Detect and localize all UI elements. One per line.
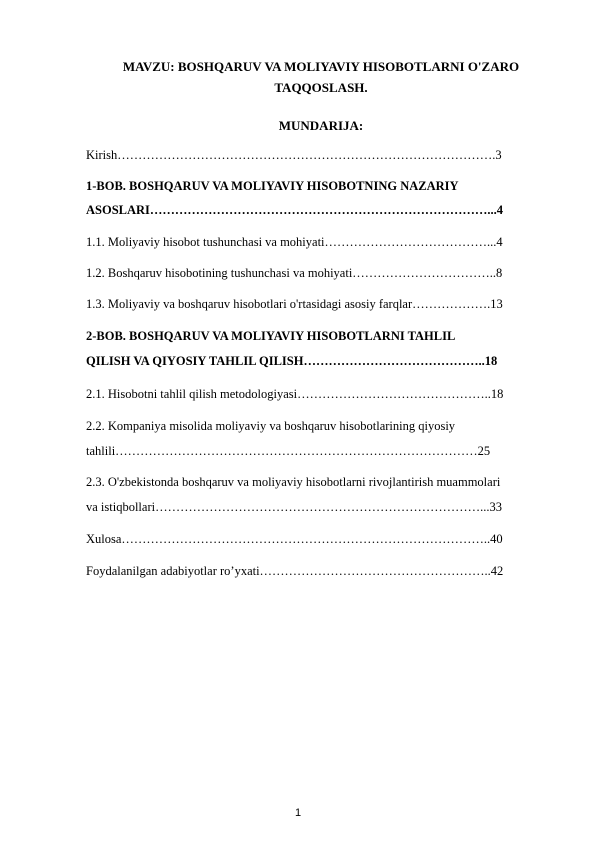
toc-entry-conclusion: Xulosa……………………………………………………………………………..40 (86, 532, 503, 546)
contents-heading: MUNDARIJA: (278, 118, 364, 133)
toc-entry-1-3: 1.3. Moliyaviy va boshqaruv hisobotlari o'rtasidagi asosiy farqlar……………….13 (86, 297, 503, 311)
topic-title-line-2: TAQQOSLASH. (274, 80, 368, 95)
toc-entry-2-2-cont: tahlili……………………………………………………………………………25 (86, 444, 491, 458)
topic-title-line-1: MAVZU: BOSHQARUV VA MOLIYAVIY HISOBOTLARNI O'ZARO (122, 59, 520, 74)
toc-entry-2-1: 2.1. Hisobotni tahlil qilish metodologiyasi………………………………………..18 (86, 387, 504, 401)
toc-entry-2-3: 2.3. O'zbekistonda boshqaruv va moliyaviy hisobotlarni rivojlantirish muammolari (86, 475, 501, 489)
toc-chapter-2-title: 2-BOB. BOSHQARUV VA MOLIYAVIY HISOBOTLARNI TAHLIL (86, 329, 456, 343)
toc-chapter-1-title-cont: ASOSLARI………………………………………………………………………...4 (86, 203, 504, 217)
toc-chapter-1-title: 1-BOB. BOSHQARUV VA MOLIYAVIY HISOBOTNING NAZARIY (86, 179, 459, 193)
toc-entry-2-3-cont: va istiqbollari……………………………………………………………………...33 (86, 500, 502, 514)
toc-chapter-2-title-cont: QILISH VA QIYOSIY TAHLIL QILISH……………………………………..18 (86, 354, 498, 368)
toc-entry-introduction: Kirish……………………………………………………………………………….3 (86, 148, 502, 162)
toc-entry-references: Foydalanilgan adabiyotlar ro’yxati………………………………………………..42 (86, 564, 504, 578)
page-number: 1 (294, 807, 302, 819)
toc-entry-2-2: 2.2. Kompaniya misolida moliyaviy va boshqaruv hisobotlarining qiyosiy (86, 419, 456, 433)
toc-entry-1-2: 1.2. Boshqaruv hisobotining tushunchasi va mohiyati……………………………..8 (86, 266, 503, 280)
toc-entry-1-1: 1.1. Moliyaviy hisobot tushunchasi va mohiyati…………………………………...4 (86, 235, 503, 249)
